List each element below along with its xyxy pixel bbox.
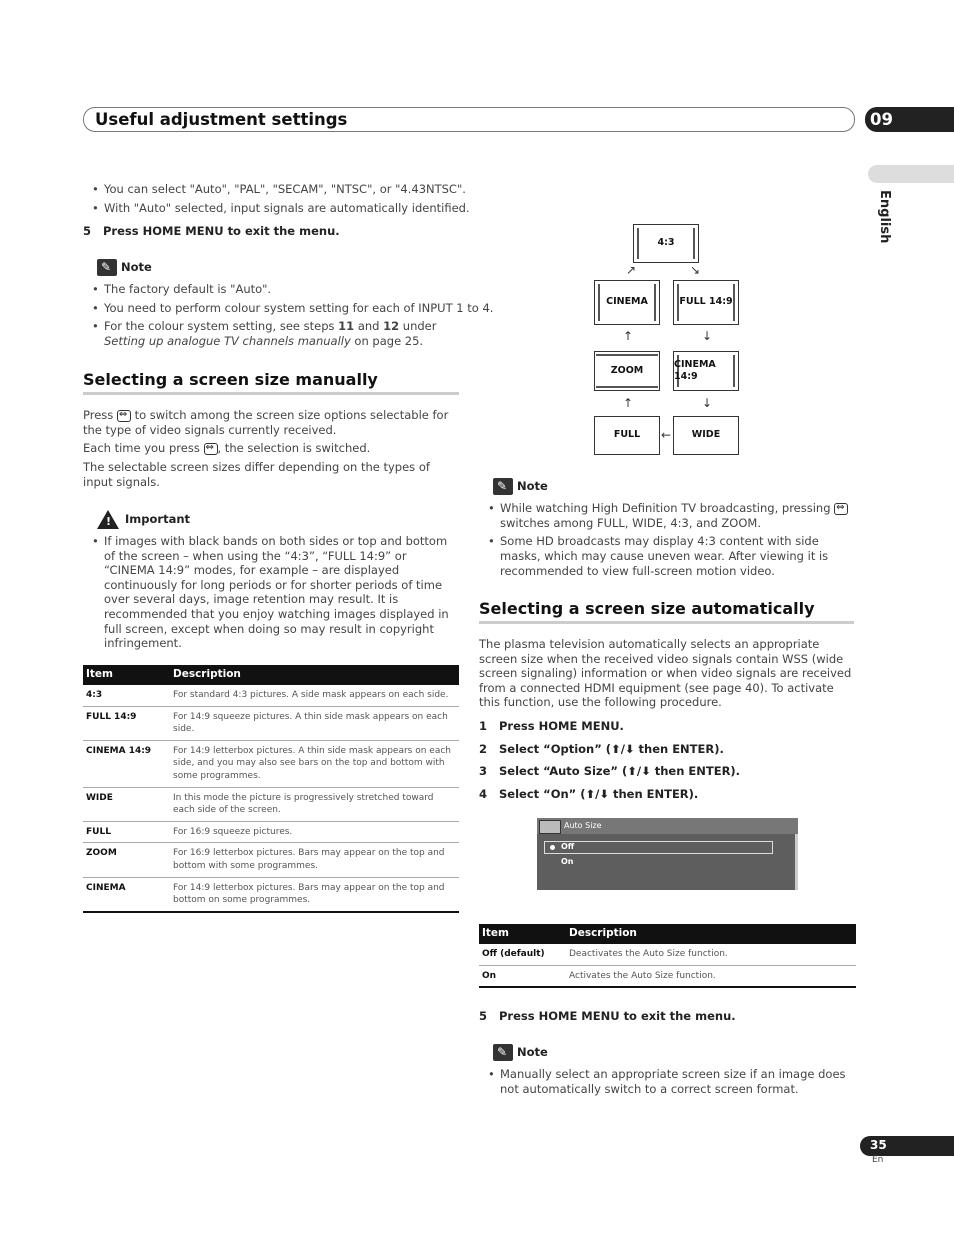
- arrow-up: ↑: [623, 396, 634, 410]
- table-row: Off (default) Deactivates the Auto Size function.: [479, 944, 856, 965]
- arrow-up-left: ↗: [626, 263, 637, 277]
- diagram-box-full-14-9: FULL 14:9: [673, 280, 739, 325]
- step-4: 4 Select “On” (⬆/⬇ then ENTER).: [479, 787, 699, 801]
- table-header-description: Description: [170, 665, 459, 685]
- table-row: FULL For 16:9 squeeze pictures.: [83, 821, 459, 843]
- screen-size-icon: [117, 410, 131, 422]
- table-row: CINEMA 14:9 For 14:9 letterbox pictures. A thin side mask appears on each side, and you may also see bars on the top and bottom with some programmes.: [83, 740, 459, 787]
- important-label: Important: [125, 512, 191, 527]
- page-number: 35: [870, 1138, 887, 1152]
- diagram-box-zoom: ZOOM: [594, 351, 660, 391]
- diagram-box-4-3: 4:3: [633, 224, 699, 263]
- step-1: 1 Press HOME MENU.: [479, 719, 624, 733]
- step-2: 2 Select “Option” (⬆/⬇ then ENTER).: [479, 742, 724, 756]
- step-number: 5: [83, 224, 92, 238]
- note-icon: [493, 1044, 513, 1061]
- arrow-down: ↓: [702, 396, 713, 410]
- step-text: Press HOME MENU to exit the menu.: [103, 224, 340, 238]
- bullet-select-options: • You can select "Auto", "PAL", "SECAM", "NTSC", or "4.43NTSC".: [104, 182, 466, 197]
- chapter-number: 09: [870, 110, 893, 129]
- menu-option-off[interactable]: Off: [561, 842, 575, 851]
- step-5-left: [83, 224, 340, 239]
- language-tab: [868, 165, 954, 183]
- section-rule: [479, 621, 854, 624]
- table-row: CINEMA For 14:9 letterbox pictures. Bars may appear on the top and bottom on some programmes.: [83, 877, 459, 912]
- paragraph-selectable-sizes: The selectable screen sizes differ depending on the types of input signals.: [83, 460, 430, 489]
- note-bullet-colour-system: • You need to perform colour system setting for each of INPUT 1 to 4.: [104, 301, 493, 316]
- table-row: ZOOM For 16:9 letterbox pictures. Bars may appear on the top and bottom with some programmes.: [83, 843, 459, 877]
- step-5-right: 5 Press HOME MENU to exit the menu.: [479, 1009, 736, 1023]
- note-label: Note: [121, 260, 152, 275]
- auto-size-table: [479, 924, 856, 988]
- note-heading-bottom: [493, 1044, 548, 1061]
- table-row: FULL 14:9 For 14:9 squeeze pictures. A thin side mask appears on each side.: [83, 706, 459, 740]
- arrow-up: ↑: [623, 329, 634, 343]
- section-rule: [83, 392, 459, 395]
- screen-size-icon: [834, 503, 848, 515]
- diagram-box-cinema: CINEMA: [594, 280, 660, 325]
- table-row: On Activates the Auto Size function.: [479, 965, 856, 987]
- page-lang: En: [872, 1155, 884, 1165]
- note-icon: [493, 478, 513, 495]
- menu-title: Auto Size: [564, 821, 602, 830]
- note-bullet-default: • The factory default is "Auto".: [104, 282, 271, 297]
- note-bullet-hd: • While watching High Definition TV broadcasting, pressing ⇔ switches among FULL, WIDE, 4:3, and ZOOM.: [500, 501, 854, 531]
- paragraph-each-time: Each time you press ⇔, the selection is switched.: [83, 441, 459, 456]
- table-row: 4:3 For standard 4:3 pictures. A side mask appears on each side.: [83, 685, 459, 706]
- arrow-down-right: ↘: [690, 263, 701, 277]
- screen-size-table: [83, 665, 459, 913]
- table-header-item: Item: [479, 924, 566, 944]
- diagram-box-wide: WIDE: [673, 416, 739, 455]
- diagram-box-full: FULL: [594, 416, 660, 455]
- table-header-description: Description: [566, 924, 856, 944]
- page-title: Useful adjustment settings: [95, 110, 348, 129]
- menu-selection-highlight[interactable]: [544, 841, 773, 854]
- table-header-item: Item: [83, 665, 170, 685]
- paragraph-auto: The plasma television automatically selects an appropriate screen size when the received video signals contain WSS (wide screen signaling) information or when video signals are received from a connected HDMI equipment (see page 40). To activate this function, use the following procedure.: [479, 637, 852, 710]
- warning-icon: [97, 510, 119, 529]
- screen-size-icon: [204, 443, 218, 455]
- diagram-box-cinema-14-9: CINEMA 14:9: [673, 351, 739, 391]
- language-label: English: [876, 190, 892, 244]
- selected-dot-icon: [550, 845, 555, 850]
- note-bullet-manual: • Manually select an appropriate screen size if an image does not automatically switch to a correct screen format.: [500, 1067, 854, 1097]
- important-heading: [97, 510, 190, 529]
- tv-icon: [539, 820, 561, 834]
- table-row: WIDE In this mode the picture is progressively stretched toward each side of the screen.: [83, 787, 459, 821]
- step-3: 3 Select “Auto Size” (⬆/⬇ then ENTER).: [479, 764, 741, 778]
- section-heading-auto: Selecting a screen size automatically: [479, 599, 815, 618]
- note-bullet-see-steps: • For the colour system setting, see steps 11 and 12 under Setting up analogue TV channels manually on page 25.: [104, 319, 459, 349]
- note-label: Note: [517, 479, 548, 494]
- note-heading-right: [493, 478, 548, 495]
- arrow-down: ↓: [702, 329, 713, 343]
- bullet-auto-identify: • With "Auto" selected, input signals are automatically identified.: [104, 201, 470, 216]
- note-icon: [97, 259, 117, 276]
- arrow-left: ←: [661, 428, 672, 442]
- note-heading-left: [97, 259, 152, 276]
- note-bullet-hd-wear: • Some HD broadcasts may display 4:3 content with side masks, which may cause uneven wear. After viewing it is recommended to view full-screen motion video.: [500, 534, 854, 579]
- menu-option-on[interactable]: On: [561, 857, 574, 866]
- important-bullet: • If images with black bands on both sides or top and bottom of the screen – when using the “4:3”, “FULL 14:9” or “CINEMA 14:9” modes, for example – are displayed continuously for long periods or for shorter periods of time over several days, image retention may result. It is recommended that you enjoy watching images displayed in full screen, except when doing so may result in copyright infringement.: [104, 534, 460, 651]
- paragraph-press: Press ⇔ to switch among the screen size options selectable for the type of video signals currently received.: [83, 408, 459, 438]
- section-heading-manual: Selecting a screen size manually: [83, 370, 378, 389]
- note-label: Note: [517, 1045, 548, 1060]
